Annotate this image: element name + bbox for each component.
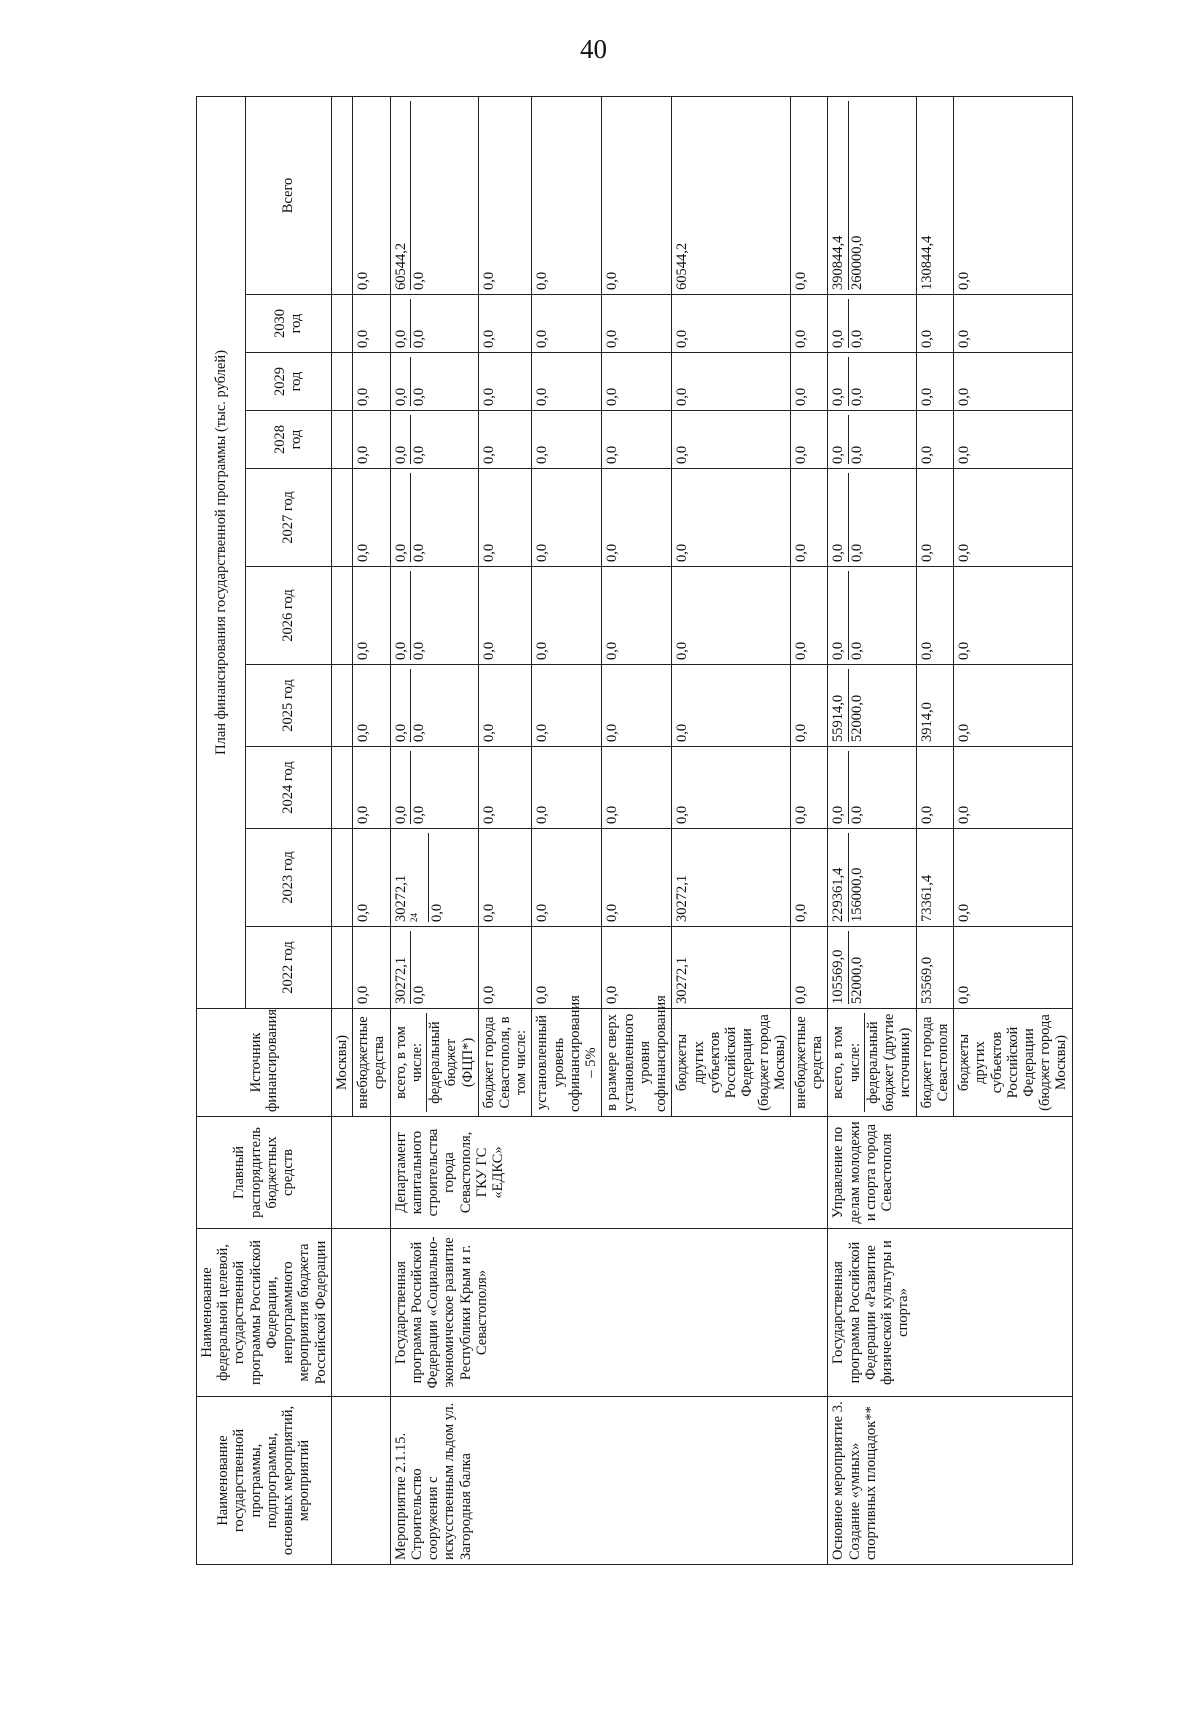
value-federal: 0,0 <box>410 357 427 406</box>
value-cell: 0,0 <box>353 469 390 567</box>
value-cell <box>390 927 478 1009</box>
value-cell: 0,0 <box>954 353 1073 411</box>
value-cell <box>828 295 916 353</box>
value-cell: 0,0 <box>916 747 953 829</box>
event-name-cell: Мероприятие 2.1.15. Строительство сооружения с искусственным льдом ул. Загородная балка <box>390 1397 828 1565</box>
value-cell: 0,0 <box>916 295 953 353</box>
value-total: 0,0 <box>830 329 847 348</box>
value-cell: 0,0 <box>532 411 602 469</box>
total-cell: 0,0 <box>353 96 390 294</box>
financing-table <box>196 96 1073 1565</box>
table-row <box>828 96 916 1564</box>
total-cell: 0,0 <box>478 96 532 294</box>
value-federal: 0,0 <box>410 299 427 348</box>
value-cell <box>828 665 916 747</box>
value-cell: 0,0 <box>602 829 672 927</box>
value-cell: 0,0 <box>478 567 532 665</box>
header-year: 2025 год <box>245 665 331 747</box>
value-cell: 0,0 <box>954 747 1073 829</box>
value-total: 390844,4 <box>830 235 847 290</box>
value-cell: 0,0 <box>916 353 953 411</box>
header-main-manager: Главный распорядитель бюджетных средств <box>197 1117 332 1229</box>
total-cell: 0,0 <box>532 96 602 294</box>
value-total: 0,0 <box>830 445 847 464</box>
value-cell: 30272,1 <box>672 927 791 1009</box>
value-cell <box>331 567 352 665</box>
value-cell: 0,0 <box>672 411 791 469</box>
value-cell: 0,0 <box>602 567 672 665</box>
value-cell: 3914,0 <box>916 665 953 747</box>
value-total: 0,0 <box>830 641 847 660</box>
value-cell: 0,0 <box>672 353 791 411</box>
value-cell <box>390 411 478 469</box>
value-cell <box>828 927 916 1009</box>
value-total: 0,0 <box>392 723 409 742</box>
source-cell <box>390 1009 478 1117</box>
header-year: 2023 год <box>245 829 331 927</box>
value-federal: 0,0 <box>848 751 865 824</box>
value-cell: 0,0 <box>790 829 827 927</box>
source-cell: внебюджетные средства <box>353 1009 390 1117</box>
value-cell: 0,0 <box>532 747 602 829</box>
source-cell: бюджет города Севастополя <box>916 1009 953 1117</box>
value-cell: 0,0 <box>954 829 1073 927</box>
value-cell: 0,0 <box>672 747 791 829</box>
value-cell: 0,0 <box>532 469 602 567</box>
value-cell <box>331 665 352 747</box>
value-text: 30272,1 <box>392 874 409 922</box>
value-federal: 0,0 <box>428 833 445 922</box>
value-cell <box>331 295 352 353</box>
source-total-label: всего, в том числе: <box>392 1026 425 1099</box>
value-cell: 30272,1 <box>672 829 791 927</box>
value-cell: 0,0 <box>954 927 1073 1009</box>
source-cell: установленный уровень софинансирования – 5% <box>532 1009 602 1117</box>
value-total: 229361,4 <box>830 867 847 922</box>
value-cell: 0,0 <box>672 567 791 665</box>
value-cell: 0,0 <box>478 747 532 829</box>
value-cell: 0,0 <box>353 567 390 665</box>
value-cell: 0,0 <box>478 469 532 567</box>
value-total: 55914,0 <box>830 694 847 742</box>
value-cell: 0,0 <box>353 927 390 1009</box>
value-federal: 52000,0 <box>848 669 865 742</box>
value-cell: 0,0 <box>532 353 602 411</box>
value-cell: 0,0 <box>790 927 827 1009</box>
value-cell: 0,0 <box>916 469 953 567</box>
value-federal: 0,0 <box>410 751 427 824</box>
value-cell <box>390 829 478 927</box>
value-cell: 0,0 <box>353 665 390 747</box>
value-total <box>393 833 427 922</box>
source-federal-label: федеральный бюджет (ФЦП*) <box>426 1013 476 1112</box>
manager-cell: Департамент капитального строительства города Севастополя, ГКУ ГС «ЕДКС» <box>390 1117 828 1229</box>
source-federal-label: федеральный бюджет (другие источники) <box>864 1013 914 1112</box>
value-cell <box>390 295 478 353</box>
value-cell: 0,0 <box>790 295 827 353</box>
value-cell: 0,0 <box>790 665 827 747</box>
value-federal: 0,0 <box>410 931 427 1004</box>
value-cell: 0,0 <box>602 411 672 469</box>
value-cell <box>331 469 352 567</box>
manager-cell: Управление по делам молодежи и спорта города Севастополя <box>828 1117 1072 1229</box>
value-cell: 0,0 <box>954 411 1073 469</box>
federal-program-cell: Государственная программа Российской Федерации «Развитие физической культуры и спорта» <box>828 1229 1072 1397</box>
total-cell: 0,0 <box>790 96 827 294</box>
header-year: 2024 год <box>245 747 331 829</box>
value-cell: 53569,0 <box>916 927 953 1009</box>
value-cell <box>331 411 352 469</box>
table-row <box>331 96 352 1564</box>
value-cell: 0,0 <box>790 747 827 829</box>
value-federal: 156000,0 <box>848 833 865 922</box>
total-cell <box>828 96 916 294</box>
value-total: 0,0 <box>392 641 409 660</box>
source-cell: в размере сверх установленного уровня софинансирования <box>602 1009 672 1117</box>
total-cell <box>390 96 478 294</box>
header-year: 2028 год <box>245 411 331 469</box>
value-cell: 0,0 <box>672 665 791 747</box>
value-total: 105569,0 <box>830 949 847 1004</box>
source-cell: бюджет города Севастополя, в том числе: <box>478 1009 532 1117</box>
value-cell: 0,0 <box>954 469 1073 567</box>
value-total: 0,0 <box>830 543 847 562</box>
header-year: 2022 год <box>245 927 331 1009</box>
empty-cell <box>331 1229 390 1397</box>
value-total: 0,0 <box>392 445 409 464</box>
value-cell <box>390 353 478 411</box>
value-total: 0,0 <box>392 387 409 406</box>
source-cell: бюджеты других субъектов Российской Федерации (бюджет города Москвы) <box>954 1009 1073 1117</box>
value-cell: 0,0 <box>353 411 390 469</box>
value-cell: 0,0 <box>353 829 390 927</box>
value-cell: 0,0 <box>478 665 532 747</box>
value-total: 0,0 <box>830 805 847 824</box>
value-cell: 0,0 <box>790 411 827 469</box>
value-cell: 0,0 <box>916 567 953 665</box>
value-cell: 0,0 <box>602 665 672 747</box>
value-cell: 73361,4 <box>916 829 953 927</box>
empty-cell <box>331 1397 390 1565</box>
value-cell <box>331 927 352 1009</box>
value-total: 0,0 <box>392 329 409 348</box>
source-cell: внебюджетные средства <box>790 1009 827 1117</box>
empty-cell <box>331 1117 390 1229</box>
header-year: 2030 год <box>245 295 331 353</box>
value-federal: 0,0 <box>848 571 865 660</box>
value-cell: 0,0 <box>954 665 1073 747</box>
value-federal: 0,0 <box>848 473 865 562</box>
value-cell: 0,0 <box>478 295 532 353</box>
header-program-name: Наименование государственной программы, подпрограммы, основных мероприятий, мероприятий <box>197 1397 332 1565</box>
header-funding-source: Источник финансирования <box>197 1009 332 1117</box>
header-federal-program: Наименование федеральной целевой, государственной программы Российской Федерации, непрограммного мероприятия бюджета Российской Федерации <box>197 1229 332 1397</box>
rotated-table-wrapper <box>196 97 1070 1565</box>
header-year: 2027 год <box>245 469 331 567</box>
value-cell <box>828 567 916 665</box>
value-cell <box>390 747 478 829</box>
total-cell <box>331 96 352 294</box>
value-cell <box>331 353 352 411</box>
value-cell: 0,0 <box>672 469 791 567</box>
value-cell: 0,0 <box>478 829 532 927</box>
header-total: Всего <box>245 96 331 294</box>
value-cell: 0,0 <box>602 747 672 829</box>
value-cell: 0,0 <box>602 295 672 353</box>
value-cell <box>828 829 916 927</box>
value-federal: 0,0 <box>848 299 865 348</box>
value-cell: 0,0 <box>478 411 532 469</box>
table-row <box>390 96 478 1564</box>
value-cell: 0,0 <box>790 567 827 665</box>
header-row-1 <box>197 96 246 1564</box>
value-cell: 0,0 <box>532 829 602 927</box>
value-cell: 0,0 <box>353 747 390 829</box>
value-cell: 0,0 <box>353 295 390 353</box>
value-cell: 0,0 <box>532 927 602 1009</box>
value-cell: 0,0 <box>478 353 532 411</box>
footnote-mark: 24 <box>408 913 419 922</box>
value-total: 0,0 <box>392 805 409 824</box>
source-cell: бюджеты других субъектов Российской Федерации (бюджет города Москвы) <box>672 1009 791 1117</box>
value-cell <box>331 747 352 829</box>
value-cell: 0,0 <box>916 411 953 469</box>
value-cell <box>828 469 916 567</box>
header-year: 2029 год <box>245 353 331 411</box>
total-cell: 0,0 <box>954 96 1073 294</box>
source-cell <box>828 1009 916 1117</box>
value-cell <box>390 665 478 747</box>
total-cell: 130844,4 <box>916 96 953 294</box>
source-cell: Москвы) <box>331 1009 352 1117</box>
total-cell: 60544,2 <box>672 96 791 294</box>
source-total-label: всего, в том числе: <box>830 1026 863 1099</box>
value-cell: 0,0 <box>602 927 672 1009</box>
value-federal: 0,0 <box>410 473 427 562</box>
value-federal: 0,0 <box>410 669 427 742</box>
value-cell: 0,0 <box>602 469 672 567</box>
value-cell: 0,0 <box>532 665 602 747</box>
value-cell: 0,0 <box>478 927 532 1009</box>
page-number: 40 <box>580 34 607 64</box>
federal-program-cell: Государственная программа Российской Федерации «Социально-экономическое развитие Республики Крым и г. Севастополя» <box>390 1229 828 1397</box>
value-total: 30272,1 <box>392 956 409 1004</box>
value-cell: 0,0 <box>353 353 390 411</box>
value-cell: 0,0 <box>954 295 1073 353</box>
value-total: 0,0 <box>830 387 847 406</box>
value-federal: 0,0 <box>410 101 427 290</box>
value-cell <box>390 469 478 567</box>
value-cell <box>828 353 916 411</box>
value-total: 60544,2 <box>392 242 409 290</box>
value-federal: 260000,0 <box>848 101 865 290</box>
header-plan-title: План финансирования государственной программы (тыс. рублей) <box>197 96 246 1008</box>
value-cell <box>828 747 916 829</box>
value-federal: 0,0 <box>848 415 865 464</box>
value-cell: 0,0 <box>602 353 672 411</box>
value-cell: 0,0 <box>790 353 827 411</box>
event-name-cell: Основное мероприятие 3. Создание «умных» спортивных площадок** <box>828 1397 1072 1565</box>
value-cell: 0,0 <box>532 295 602 353</box>
value-federal: 0,0 <box>410 415 427 464</box>
value-total: 0,0 <box>392 543 409 562</box>
total-cell: 0,0 <box>602 96 672 294</box>
value-cell: 0,0 <box>954 567 1073 665</box>
value-cell <box>331 829 352 927</box>
header-year: 2026 год <box>245 567 331 665</box>
value-cell: 0,0 <box>672 295 791 353</box>
value-cell: 0,0 <box>790 469 827 567</box>
value-cell <box>828 411 916 469</box>
value-cell <box>390 567 478 665</box>
value-cell: 0,0 <box>532 567 602 665</box>
value-federal: 0,0 <box>848 357 865 406</box>
value-federal: 52000,0 <box>848 931 865 1004</box>
value-federal: 0,0 <box>410 571 427 660</box>
